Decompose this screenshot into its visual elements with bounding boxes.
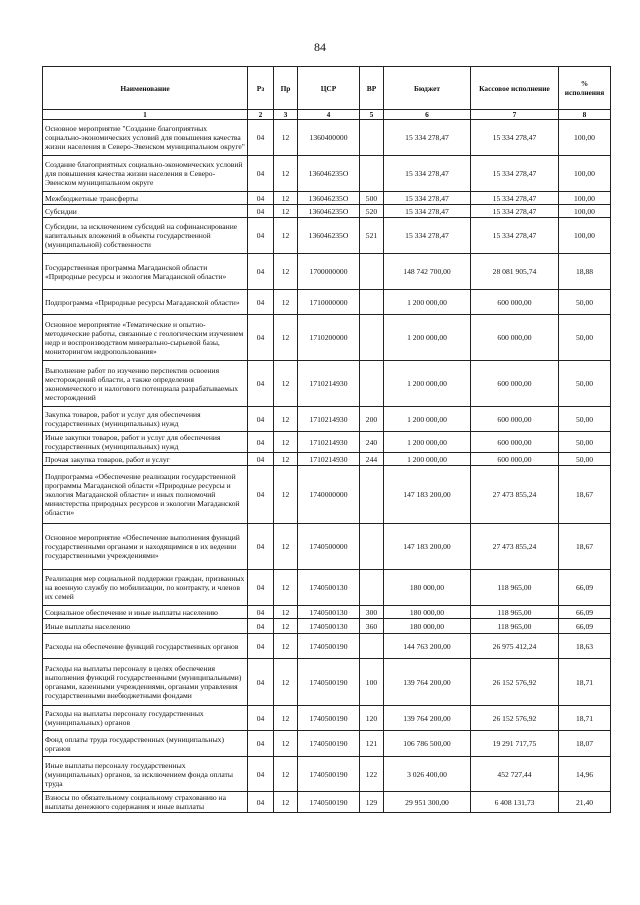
row-pct: 50,00 — [559, 453, 611, 466]
col-number: 1 — [43, 110, 248, 120]
row-budget: 29 951 300,00 — [384, 792, 471, 813]
header-pct: % исполнения — [559, 67, 611, 110]
row-vr: 520 — [360, 205, 384, 218]
row-name: Межбюджетные трансферты — [43, 192, 248, 205]
row-rz: 04 — [248, 156, 274, 192]
row-cash: 26 975 412,24 — [471, 634, 559, 659]
row-vr — [360, 634, 384, 659]
row-name: Государственная программа Магаданской области «Природные ресурсы и экология Магаданской области» — [43, 254, 248, 290]
row-pr: 12 — [274, 731, 298, 757]
row-pct: 50,00 — [559, 432, 611, 453]
row-cash: 15 334 278,47 — [471, 156, 559, 192]
row-rz: 04 — [248, 619, 274, 634]
table-row — [43, 290, 611, 315]
row-budget: 139 764 200,00 — [384, 706, 471, 731]
table-row — [43, 192, 611, 205]
row-pct: 50,00 — [559, 407, 611, 432]
row-rz: 04 — [248, 120, 274, 156]
row-name: Основное мероприятие «Тематические и опытно-методические работы, связанные с геологическим изучением недр и воспроизводством минерально-сырьевой базы, мониторингом недропользования» — [43, 315, 248, 361]
row-pct: 18,07 — [559, 731, 611, 757]
row-vr: 360 — [360, 619, 384, 634]
row-pr: 12 — [274, 315, 298, 361]
row-pr: 12 — [274, 792, 298, 813]
header-rz: Рз — [248, 67, 274, 110]
row-cash: 15 334 278,47 — [471, 120, 559, 156]
row-csr: 1740500190 — [298, 731, 360, 757]
row-name: Субсидии — [43, 205, 248, 218]
col-number: 8 — [559, 110, 611, 120]
header-csr: ЦСР — [298, 67, 360, 110]
row-budget: 147 183 200,00 — [384, 466, 471, 524]
row-vr — [360, 570, 384, 606]
row-pr: 12 — [274, 606, 298, 619]
row-name: Расходы на выплаты персоналу в целях обеспечения выполнения функций государственными (муниципальными) органами, казенными учреждениями, органами управления государственными внебюджетными фондами — [43, 659, 248, 706]
row-csr: 1710200000 — [298, 315, 360, 361]
table-row — [43, 205, 611, 218]
table-row — [43, 218, 611, 254]
row-cash: 15 334 278,47 — [471, 192, 559, 205]
row-vr: 100 — [360, 659, 384, 706]
row-cash: 600 000,00 — [471, 290, 559, 315]
row-csr: 1710214930 — [298, 361, 360, 407]
row-pct: 66,09 — [559, 570, 611, 606]
row-cash: 452 727,44 — [471, 757, 559, 792]
table-row — [43, 432, 611, 453]
row-vr — [360, 466, 384, 524]
row-cash: 118 965,00 — [471, 570, 559, 606]
col-number: 2 — [248, 110, 274, 120]
table-row — [43, 606, 611, 619]
row-rz: 04 — [248, 706, 274, 731]
row-rz: 04 — [248, 659, 274, 706]
row-pr: 12 — [274, 432, 298, 453]
row-budget: 106 786 500,00 — [384, 731, 471, 757]
row-vr: 244 — [360, 453, 384, 466]
row-name: Фонд оплаты труда государственных (муниципальных) органов — [43, 731, 248, 757]
row-pct: 100,00 — [559, 156, 611, 192]
row-rz: 04 — [248, 634, 274, 659]
table-row — [43, 466, 611, 524]
col-number: 4 — [298, 110, 360, 120]
row-budget: 144 763 200,00 — [384, 634, 471, 659]
row-budget: 15 334 278,47 — [384, 156, 471, 192]
header-budget: Бюджет — [384, 67, 471, 110]
row-pr: 12 — [274, 361, 298, 407]
row-vr — [360, 361, 384, 407]
row-pct: 66,09 — [559, 619, 611, 634]
row-name: Субсидии, за исключением субсидий на софинансирование капитальных вложений в объекты государственной (муниципальной) собственности — [43, 218, 248, 254]
row-name: Иные закупки товаров, работ и услуг для обеспечения государственных (муниципальных) нужд — [43, 432, 248, 453]
row-rz: 04 — [248, 361, 274, 407]
row-cash: 26 152 576,92 — [471, 659, 559, 706]
row-name: Прочая закупка товаров, работ и услуг — [43, 453, 248, 466]
row-budget: 180 000,00 — [384, 606, 471, 619]
row-budget: 15 334 278,47 — [384, 205, 471, 218]
row-budget: 15 334 278,47 — [384, 120, 471, 156]
row-name: Выполнение работ по изучению перспектив освоения месторождений области, а также определения экономического и налогового потенциала разрабатываемых месторождений — [43, 361, 248, 407]
row-rz: 04 — [248, 792, 274, 813]
row-pr: 12 — [274, 156, 298, 192]
row-csr: 1710214930 — [298, 453, 360, 466]
table-row — [43, 453, 611, 466]
col-number: 3 — [274, 110, 298, 120]
row-name: Расходы на обеспечение функций государственных органов — [43, 634, 248, 659]
row-csr: 1740500000 — [298, 524, 360, 570]
row-vr — [360, 254, 384, 290]
row-pct: 14,96 — [559, 757, 611, 792]
row-pr: 12 — [274, 407, 298, 432]
row-csr: 1710214930 — [298, 432, 360, 453]
row-rz: 04 — [248, 315, 274, 361]
row-pr: 12 — [274, 619, 298, 634]
col-number: 6 — [384, 110, 471, 120]
row-name: Основное мероприятие "Создание благоприятных социально-экономических условий для повышения качества жизни населения в Северо-Эвенском муниципальном округе" — [43, 120, 248, 156]
row-csr: 1740500190 — [298, 634, 360, 659]
row-csr: 1700000000 — [298, 254, 360, 290]
table-row — [43, 361, 611, 407]
row-rz: 04 — [248, 524, 274, 570]
row-csr: 1740500190 — [298, 757, 360, 792]
row-csr: 1710000000 — [298, 290, 360, 315]
row-pct: 100,00 — [559, 120, 611, 156]
row-csr: 136046235О — [298, 192, 360, 205]
row-rz: 04 — [248, 407, 274, 432]
row-budget: 148 742 700,00 — [384, 254, 471, 290]
row-csr: 1740500190 — [298, 792, 360, 813]
row-pct: 50,00 — [559, 361, 611, 407]
row-pr: 12 — [274, 218, 298, 254]
row-cash: 600 000,00 — [471, 361, 559, 407]
header-name: Наименование — [43, 67, 248, 110]
row-cash: 28 081 905,74 — [471, 254, 559, 290]
table-row — [43, 407, 611, 432]
row-name: Расходы на выплаты персоналу государственных (муниципальных) органов — [43, 706, 248, 731]
column-number-row — [43, 110, 611, 120]
row-rz: 04 — [248, 290, 274, 315]
row-pr: 12 — [274, 524, 298, 570]
row-vr: 521 — [360, 218, 384, 254]
row-vr: 240 — [360, 432, 384, 453]
table-header-row — [43, 67, 611, 110]
row-csr: 1740000000 — [298, 466, 360, 524]
row-budget: 1 200 000,00 — [384, 453, 471, 466]
row-pr: 12 — [274, 634, 298, 659]
row-vr: 122 — [360, 757, 384, 792]
table-row — [43, 731, 611, 757]
row-pct: 18,88 — [559, 254, 611, 290]
row-budget: 180 000,00 — [384, 570, 471, 606]
header-vr: ВР — [360, 67, 384, 110]
row-budget: 1 200 000,00 — [384, 315, 471, 361]
row-rz: 04 — [248, 453, 274, 466]
row-pct: 18,71 — [559, 659, 611, 706]
row-csr: 1360400000 — [298, 120, 360, 156]
row-name: Закупка товаров, работ и услуг для обеспечения государственных (муниципальных) нужд — [43, 407, 248, 432]
row-pr: 12 — [274, 205, 298, 218]
row-pr: 12 — [274, 659, 298, 706]
row-cash: 118 965,00 — [471, 606, 559, 619]
row-rz: 04 — [248, 192, 274, 205]
row-vr: 120 — [360, 706, 384, 731]
row-cash: 19 291 717,75 — [471, 731, 559, 757]
row-pct: 18,67 — [559, 466, 611, 524]
row-pr: 12 — [274, 254, 298, 290]
row-vr: 129 — [360, 792, 384, 813]
table-row — [43, 792, 611, 813]
row-pr: 12 — [274, 466, 298, 524]
row-name: Иные выплаты населению — [43, 619, 248, 634]
col-number: 5 — [360, 110, 384, 120]
row-vr — [360, 315, 384, 361]
row-rz: 04 — [248, 254, 274, 290]
table-row — [43, 659, 611, 706]
row-cash: 26 152 576,92 — [471, 706, 559, 731]
row-csr: 136046235О — [298, 156, 360, 192]
row-rz: 04 — [248, 205, 274, 218]
row-rz: 04 — [248, 606, 274, 619]
row-cash: 15 334 278,47 — [471, 205, 559, 218]
row-budget: 15 334 278,47 — [384, 218, 471, 254]
row-pct: 18,67 — [559, 524, 611, 570]
row-vr — [360, 290, 384, 315]
row-pct: 100,00 — [559, 218, 611, 254]
row-pct: 18,63 — [559, 634, 611, 659]
table-row — [43, 524, 611, 570]
table-body — [43, 120, 611, 813]
row-cash: 600 000,00 — [471, 432, 559, 453]
row-pr: 12 — [274, 120, 298, 156]
table-row — [43, 634, 611, 659]
row-cash: 6 408 131,73 — [471, 792, 559, 813]
row-vr: 300 — [360, 606, 384, 619]
row-budget: 1 200 000,00 — [384, 432, 471, 453]
row-cash: 600 000,00 — [471, 315, 559, 361]
table-row — [43, 315, 611, 361]
row-name: Социальное обеспечение и иные выплаты населению — [43, 606, 248, 619]
row-vr — [360, 156, 384, 192]
row-pct: 21,40 — [559, 792, 611, 813]
col-number: 7 — [471, 110, 559, 120]
row-pct: 50,00 — [559, 315, 611, 361]
table-row — [43, 757, 611, 792]
page-number: 84 — [314, 40, 326, 54]
row-csr: 1740500130 — [298, 570, 360, 606]
row-name: Иные выплаты персоналу государственных (муниципальных) органов, за исключением фонда оплаты труда — [43, 757, 248, 792]
row-name: Реализация мер социальной поддержки граждан, призванных на военную службу по мобилизации, по контракту, и членов их семей — [43, 570, 248, 606]
row-cash: 27 473 855,24 — [471, 466, 559, 524]
row-vr: 200 — [360, 407, 384, 432]
row-budget: 139 764 200,00 — [384, 659, 471, 706]
header-pr: Пр — [274, 67, 298, 110]
table-row — [43, 619, 611, 634]
row-csr: 1740500130 — [298, 606, 360, 619]
table-row — [43, 254, 611, 290]
row-budget: 1 200 000,00 — [384, 407, 471, 432]
row-pct: 100,00 — [559, 205, 611, 218]
row-pct: 18,71 — [559, 706, 611, 731]
row-csr: 1740500190 — [298, 659, 360, 706]
row-rz: 04 — [248, 731, 274, 757]
table-row — [43, 156, 611, 192]
row-csr: 136046235О — [298, 205, 360, 218]
row-vr — [360, 524, 384, 570]
row-pr: 12 — [274, 192, 298, 205]
row-budget: 147 183 200,00 — [384, 524, 471, 570]
row-pct: 66,09 — [559, 606, 611, 619]
header-cash: Кассовое исполнение — [471, 67, 559, 110]
row-budget: 3 026 400,00 — [384, 757, 471, 792]
row-vr — [360, 120, 384, 156]
row-name: Взносы по обязательному социальному страхованию на выплаты денежного содержания и иные выплаты — [43, 792, 248, 813]
row-cash: 600 000,00 — [471, 453, 559, 466]
row-budget: 1 200 000,00 — [384, 361, 471, 407]
row-cash: 600 000,00 — [471, 407, 559, 432]
row-budget: 1 200 000,00 — [384, 290, 471, 315]
row-budget: 180 000,00 — [384, 619, 471, 634]
row-vr: 121 — [360, 731, 384, 757]
row-cash: 118 965,00 — [471, 619, 559, 634]
row-cash: 27 473 855,24 — [471, 524, 559, 570]
row-name: Основное мероприятие «Обеспечение выполнения функций государственными органами и находящимися в их ведении государственными учреждениями» — [43, 524, 248, 570]
row-name: Подпрограмма «Природные ресурсы Магаданской области» — [43, 290, 248, 315]
row-name: Создание благоприятных социально-экономических условий для повышения качества жизни населения в Северо-Эвенском муниципальном округе — [43, 156, 248, 192]
table-row — [43, 570, 611, 606]
row-cash: 15 334 278,47 — [471, 218, 559, 254]
row-csr: 1710214930 — [298, 407, 360, 432]
table-row — [43, 706, 611, 731]
row-pr: 12 — [274, 570, 298, 606]
row-name: Подпрограмма «Обеспечение реализации государственной программы Магаданской области «Природные ресурсы и экология Магаданской области» и иных полномочий министерства природных ресурсов и экологии Магаданской области» — [43, 466, 248, 524]
row-csr: 1740500130 — [298, 619, 360, 634]
row-pr: 12 — [274, 453, 298, 466]
row-rz: 04 — [248, 466, 274, 524]
row-rz: 04 — [248, 570, 274, 606]
row-csr: 136046235О — [298, 218, 360, 254]
row-pr: 12 — [274, 706, 298, 731]
table-row — [43, 120, 611, 156]
row-rz: 04 — [248, 757, 274, 792]
row-pr: 12 — [274, 757, 298, 792]
row-rz: 04 — [248, 432, 274, 453]
row-pct: 100,00 — [559, 192, 611, 205]
row-budget: 15 334 278,47 — [384, 192, 471, 205]
row-pct: 50,00 — [559, 290, 611, 315]
budget-table — [42, 66, 611, 813]
row-csr: 1740500190 — [298, 706, 360, 731]
row-vr: 500 — [360, 192, 384, 205]
row-pr: 12 — [274, 290, 298, 315]
row-rz: 04 — [248, 218, 274, 254]
